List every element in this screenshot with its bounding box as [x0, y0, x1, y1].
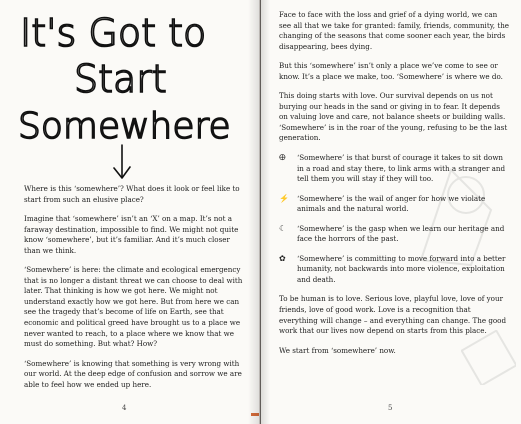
- left-paragraph: Where is this ‘somewhere’? What does it look or feel like to start from such an elusive place?: [24, 184, 240, 204]
- earth-icon: 🜨: [279, 153, 286, 163]
- flower-icon: ✿: [279, 253, 286, 263]
- edge-color-mark: [251, 413, 259, 416]
- left-body-text: [24, 184, 246, 399]
- right-paragraph: We start from ‘somewhere’ now.: [279, 345, 396, 355]
- bullet-text: ‘Somewhere’ is the wail of anger for how we violate animals and the natural world.: [297, 193, 486, 214]
- handwritten-title-svg: [14, 6, 239, 146]
- left-paragraph: Imagine that ‘somewhere’ isn’t an ‘X’ on a map. It’s not a faraway destination, impossible to find. We might not quite know ‘somewhere’, but it’s familiar. And it’s much closer than we think.: [24, 214, 239, 255]
- left-page: [0, 0, 260, 424]
- right-paragraph: But this ‘somewhere’ isn’t only a place we’ve come to see or know. It’s a place we make, too. ‘Somewhere’ is where we do.: [279, 61, 503, 81]
- bullet-text: ‘Somewhere’ is the gasp when we learn our heritage and face the horrors of the past.: [297, 223, 505, 244]
- right-paragraph: To be human is to love. Serious love, playful love, love of your friends, love of good work. Love is a recognition that everything will change – and everything can change. The good work that our lives now depend on starts from this place.: [279, 294, 507, 336]
- bullet-item: [279, 254, 511, 286]
- page-number-right: 5: [388, 404, 393, 412]
- down-arrow-icon: [112, 144, 132, 180]
- right-paragraph: Face to face with the loss and grief of a dying world, we can see all that we take for granted: family, friends, community, the changing of the seasons that come sooner each year, the birds disappearing, bees dying.: [279, 10, 510, 51]
- handwritten-title: [14, 6, 239, 146]
- page-number-left: 4: [122, 404, 127, 412]
- bullet-text: ‘Somewhere’ is committing to move forward into a better humanity, not backwards into more violence, exploitation and death.: [297, 253, 506, 284]
- right-paragraph: This doing starts with love. Our survival depends on us not burying our heads in the sand or giving in to fear. It depends on valuing love and care, not balance sheets or building walls. ‘Somewhere’ is in the roar of the young, refusing to be the last generation.: [279, 91, 508, 143]
- bullet-item: [279, 194, 511, 215]
- bullet-item: [279, 224, 511, 245]
- bullet-text: ‘Somewhere’ is that burst of courage it takes to sit down in a road and stay there, to link arms with a stranger and tell them you will stay if they will too.: [297, 153, 506, 184]
- right-page: [261, 0, 521, 424]
- left-paragraph: ‘Somewhere’ is here: the climate and ecological emergency that is no longer a distant threat we can choose to deal with later. That thinking is how we got here. We might not understand exactly how we got here. But from here we can see the tragedy that’s become of life on Earth, see that economic and political greed have brought us to a place we never wanted to reach, to a place where we know that we must do something. But what? How?: [24, 265, 243, 349]
- crescent-icon: ☾: [279, 223, 287, 233]
- bullet-item: [279, 153, 511, 185]
- handwritten-title-line-2: Start: [74, 57, 167, 101]
- left-paragraph: ‘Somewhere’ is knowing that something is very wrong with our world. At the deep edge of confusion and sorrow we are able to feel how we ended up here.: [24, 358, 242, 389]
- bolt-icon: ⚡: [279, 193, 289, 203]
- right-body-text: [279, 10, 511, 365]
- handwritten-title-line-1: It's Got to: [20, 11, 207, 55]
- handwritten-title-line-3: Somewhere: [18, 106, 231, 146]
